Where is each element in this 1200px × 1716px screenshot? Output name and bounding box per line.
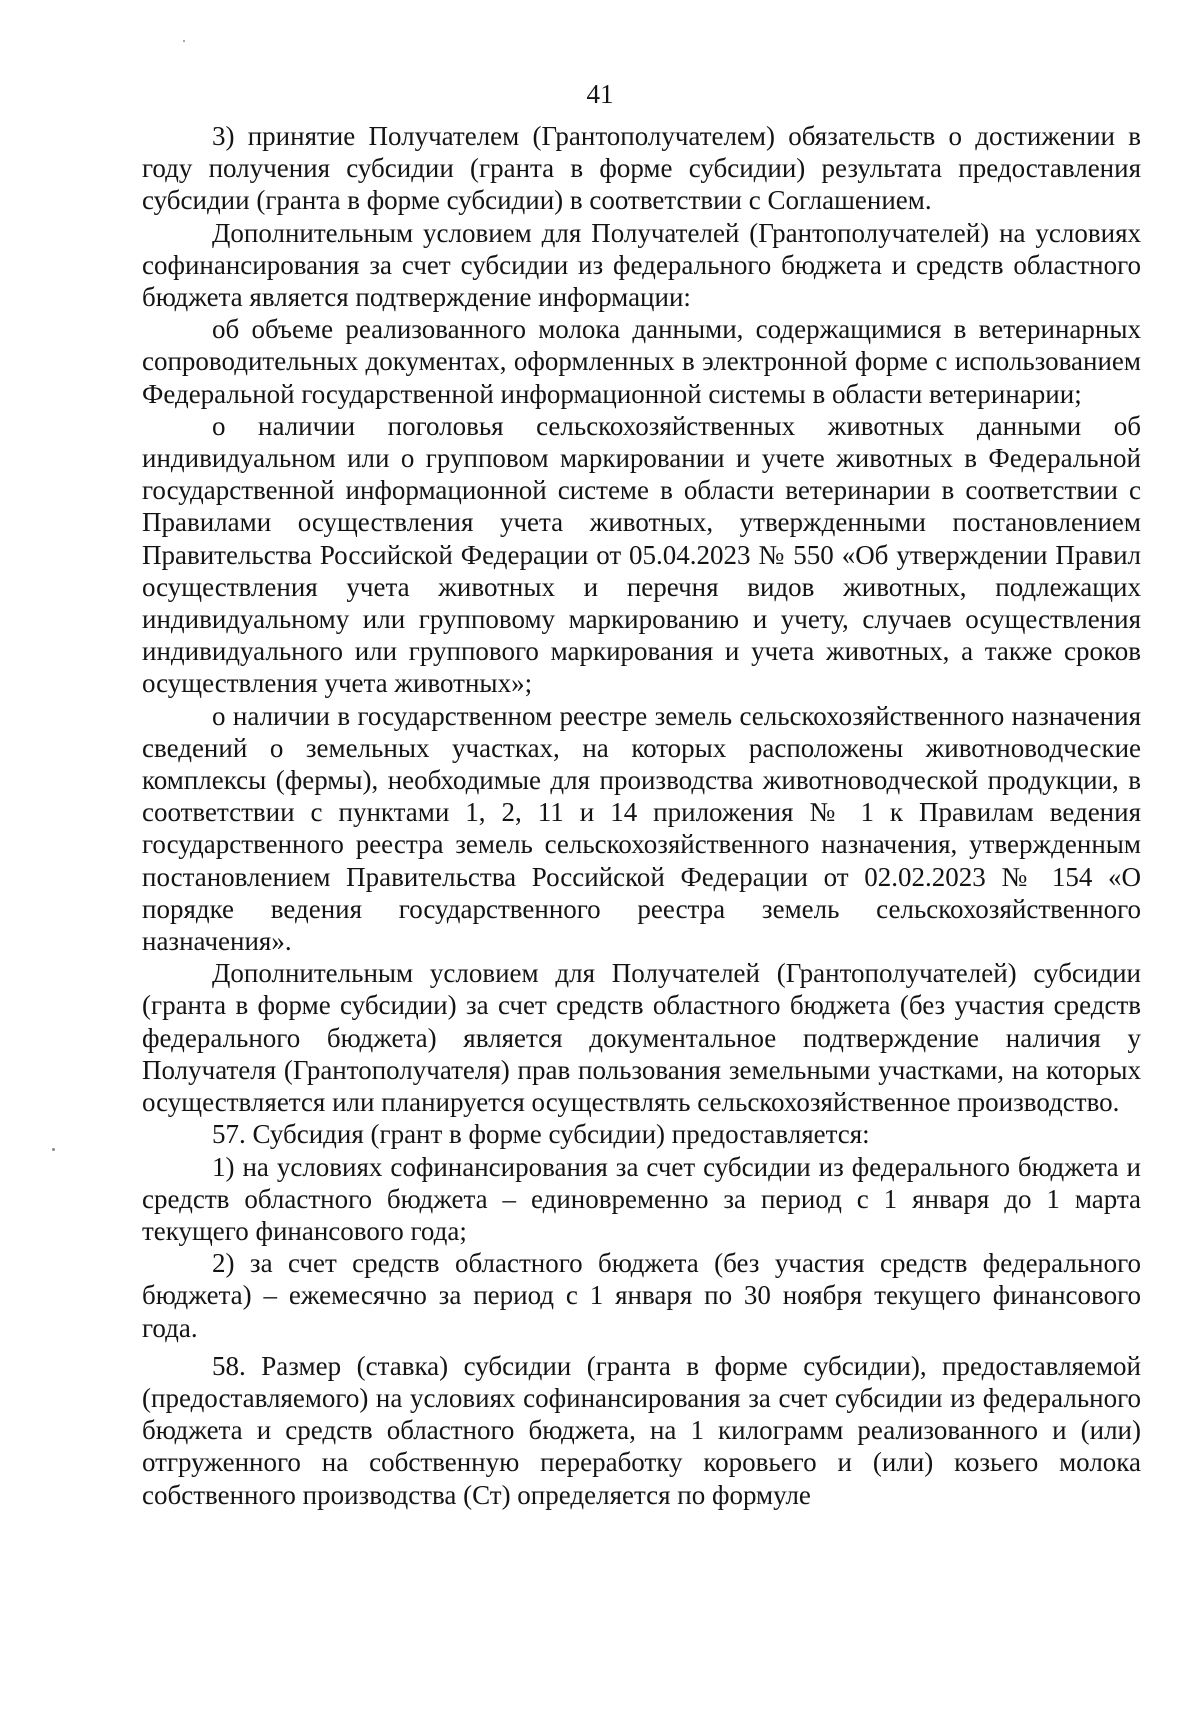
document-body xyxy=(142,120,1141,1511)
scan-speck xyxy=(183,40,185,42)
page-number: 41 xyxy=(586,79,614,109)
paragraph-item-3: 3) принятие Получателем (Грантополучателем) обязательств о достижении в году получения субсидии (гранта в форме субсидии) результата предоставления субсидии (гранта в форме субсидии) в соответствии с Соглашением. xyxy=(142,121,1141,216)
paragraph-item-57: 57. Субсидия (грант в форме субсидии) предоставляется: xyxy=(212,1119,870,1150)
paragraph-item-57-2: 2) за счет средств областного бюджета (без участия средств федерального бюджета) – ежемесячно за период с 1 января по 30 ноября текущего финансового года. xyxy=(142,1248,1141,1343)
paragraph-item-57-1: 1) на условиях софинансирования за счет субсидии из федерального бюджета и средств областного бюджета – единовременно за период с 1 января до 1 марта текущего финансового года; xyxy=(142,1151,1141,1246)
paragraph-land-registry: о наличии в государственном реестре земель сельскохозяйственного назначения сведений о земельных участках, на которых расположены животноводческие комплексы (фермы), необходимые для производства животноводческой продукции, в соответствии с пунктами 1, 2, 11 и 14 приложения № 1 к Правилам ведения государственного реестра земель сельскохозяйственного назначения, утвержденным постановлением Правительства Российской Федерации от 02.02.2023 № 154 «О порядке ведения государственного реестра земель сельскохозяйственного назначения». xyxy=(142,700,1141,957)
scan-speck xyxy=(52,1148,55,1151)
paragraph-additional-condition-cofinancing: Дополнительным условием для Получателей (Грантополучателей) на условиях софинансирования за счет субсидии из федерального бюджета и средств областного бюджета является подтверждение информации: xyxy=(142,217,1141,313)
paragraph-livestock-headcount: о наличии поголовья сельскохозяйственных животных данными об индивидуальном или о групповом маркировании и учете животных в Федеральной государственной информационной системе в области ветеринарии в соответствии с Правилами осуществления учета животных, утвержденными постановлением Правительства Российской Федерации от 05.04.2023 № 550 «Об утверждении Правил осуществления учета животных и перечня видов животных, подлежащих индивидуальному или групповому маркированию и учету, случаев осуществления индивидуального или группового маркирования и учета животных, а также сроков осуществления учета животных»; xyxy=(142,410,1141,699)
paragraph-milk-volume: об объеме реализованного молока данными, содержащимися в ветеринарных сопроводительных документах, оформленных в электронной форме с использованием Федеральной государственной информационной системы в области ветеринарии; xyxy=(142,314,1141,409)
paragraph-item-58: 58. Размер (ставка) субсидии (гранта в форме субсидии), предоставляемой (предоставляемого) на условиях софинансирования за счет субсидии из федерального бюджета и средств областного бюджета, на 1 килограмм реализованного и (или) отгруженного на собственную переработку коровьего и (или) козьего молока собственного производства (Ст) определяется по формуле xyxy=(142,1350,1141,1510)
paragraph-additional-condition-regional: Дополнительным условием для Получателей (Грантополучателей) субсидии (гранта в форме субсидии) за счет средств областного бюджета (без участия средств федерального бюджета) является документальное подтверждение наличия у Получателя (Грантополучателя) прав пользования земельными участками, на которых осуществляется или планируется осуществлять сельскохозяйственное производство. xyxy=(142,958,1141,1118)
